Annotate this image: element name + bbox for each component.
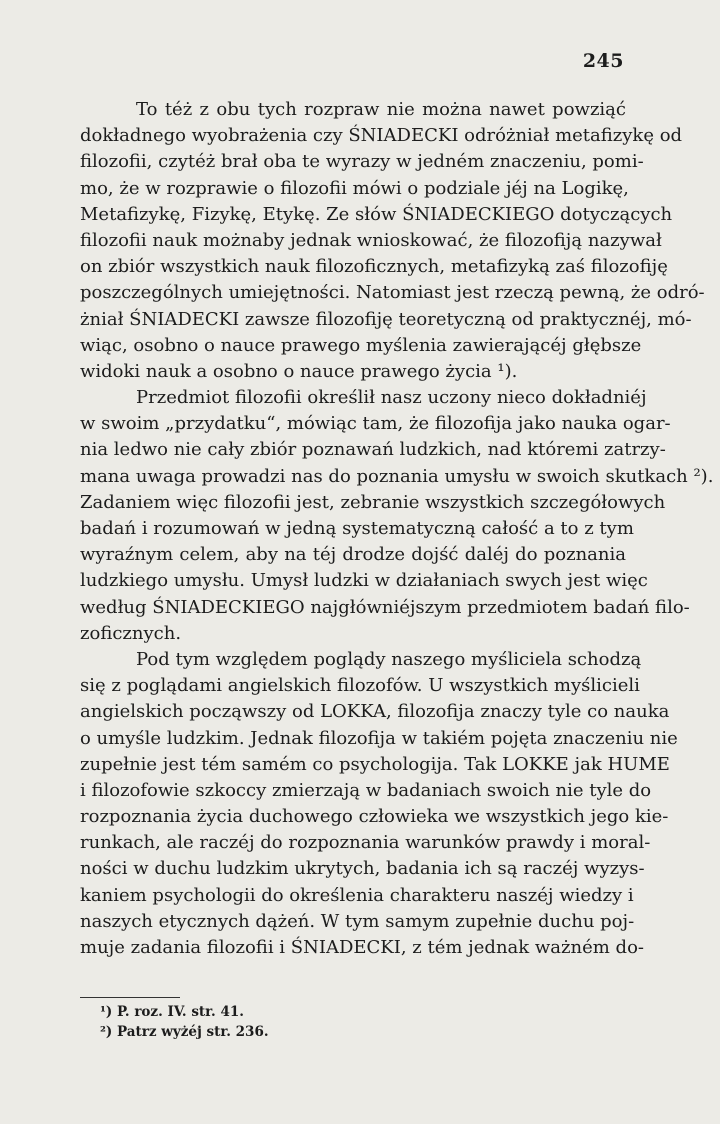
body-text [80, 97, 714, 961]
text-line: runkach, ale raczéj do rozpoznania warunków prawdy i moral- [80, 832, 651, 854]
footnote: ¹) P. roz. IV. str. 41. [100, 1004, 244, 1020]
page-number: 245 [582, 50, 624, 72]
text-line: on zbiór wszystkich nauk filozoficznych, metafizyką zaś filozofiję [80, 256, 668, 278]
text-line: dokładnego wyobrażenia czy ŚNIADECKI odróżniał metafizykę od [80, 125, 683, 147]
text-line: ludzkiego umysłu. Umysł ludzki w działaniach swych jest więc [80, 570, 648, 592]
text-line: Przedmiot filozofii określił nasz uczony nieco dokładniéj [136, 387, 647, 409]
text-line: naszych etycznych dążeń. W tym samym zupełnie duchu poj- [80, 910, 635, 932]
text-line: Pod tym względem poglądy naszego myśliciela schodzą [136, 648, 642, 670]
text-line: poszczególnych umiejętności. Natomiast jest rzeczą pewną, że odró- [80, 282, 705, 304]
text-line: badań i rozumowań w jedną systematyczną całość a to z tym [80, 518, 634, 539]
text-line: według ŚNIADECKIEGO najgłówniéjszym przedmiotem badań filo- [80, 596, 690, 618]
footnotes [100, 1002, 269, 1042]
footnote: ²) Patrz wyżéj str. 236. [100, 1024, 269, 1040]
text-line: ności w duchu ludzkim ukrytych, badania ich są raczéj wyzys- [80, 858, 645, 880]
text-line: Metafizykę, Fizykę, Etykę. Ze słów ŚNIADECKIEGO dotyczących [80, 203, 673, 225]
text-line: w swoim „przydatku“, mówiąc tam, że filozofija jako nauka ogar- [80, 413, 671, 435]
text-line: wyraźnym celem, aby na téj drodze dojść daléj do poznania [80, 544, 626, 566]
text-line: żniał ŚNIADECKI zawsze filozofiję teoretyczną od praktycznéj, mó- [80, 308, 692, 330]
text-line: muje zadania filozofii i ŚNIADECKI, z tém jednak ważném do- [80, 937, 644, 958]
text-line: To téż z obu tych rozpraw nie można nawet powziąć [136, 99, 626, 120]
text-line: się z poglądami angielskich filozofów. U wszystkich myślicieli [80, 675, 640, 697]
text-line: zoficznych. [80, 622, 182, 644]
text-line: rozpoznania życia duchowego człowieka we wszystkich jego kie- [80, 806, 669, 828]
text-line: filozofii, czytéż brał oba te wyrazy w jedném znaczeniu, pomi- [80, 151, 644, 173]
text-line: nia ledwo nie cały zbiór poznawań ludzkich, nad któremi zatrzy- [80, 439, 666, 461]
text-line: filozofii nauk możnaby jednak wnioskować, że filozofiją nazywał [80, 229, 662, 251]
text-line: i filozofowie szkoccy zmierzają w badaniach swoich nie tyle do [80, 779, 652, 801]
text-line: kaniem psychologii do określenia charakteru naszéj wiedzy i [80, 884, 634, 906]
footnote-divider [80, 997, 180, 998]
text-line: mana uwaga prowadzi nas do poznania umysłu w swoich skutkach ²). [80, 465, 714, 487]
text-line: zupełnie jest tém samém co psychologija. Tak LOKKE jak HUME [80, 753, 670, 775]
text-line: wiąc, osobno o nauce prawego myślenia zawierającéj głębsze [80, 334, 642, 356]
text-line: o umyśle ludzkim. Jednak filozofija w takiém pojęta znaczeniu nie [80, 727, 678, 749]
text-line: angielskich począwszy od LOKKA, filozofija znaczy tyle co nauka [80, 701, 670, 723]
text-line: widoki nauk a osobno o nauce prawego życia ¹). [80, 360, 518, 382]
text-line: Zadaniem więc filozofii jest, zebranie wszystkich szczegółowych [80, 491, 666, 513]
text-line: mo, że w rozprawie o filozofii mówi o podziale jéj na Logikę, [80, 177, 629, 199]
